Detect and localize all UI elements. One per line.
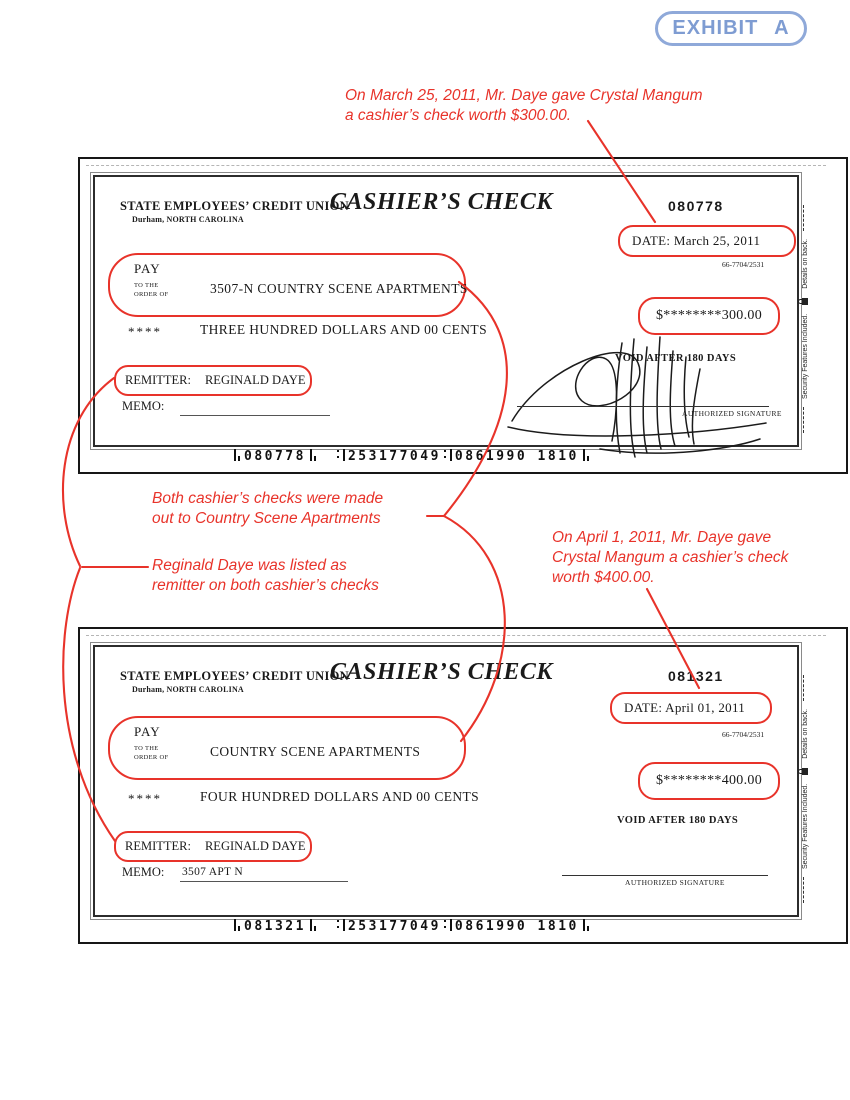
micr-serial: 081321 bbox=[244, 919, 306, 934]
check-number: 080778 bbox=[668, 198, 724, 214]
micr-routing: 253177049 bbox=[347, 919, 441, 934]
memo-rule-line bbox=[180, 881, 348, 882]
memo-rule-line bbox=[180, 415, 330, 416]
micr-transit-icon bbox=[444, 449, 452, 461]
authorized-signature-label: AUTHORIZED SIGNATURE bbox=[625, 878, 725, 887]
amount-stars: **** bbox=[128, 791, 162, 806]
bank-fraction-number: 66-7704/2531 bbox=[722, 260, 765, 269]
micr-onus-icon bbox=[309, 919, 317, 931]
red-circle-amount bbox=[638, 762, 780, 800]
dash-mark bbox=[803, 205, 804, 231]
remitter-name: REGINALD DAYE bbox=[204, 839, 306, 853]
micr-onus-icon bbox=[309, 449, 317, 461]
note-line: Crystal Mangum a cashier’s check bbox=[552, 549, 789, 566]
red-circle-payee bbox=[108, 716, 466, 780]
pay-label: PAY bbox=[134, 724, 161, 739]
red-circle-remitter bbox=[114, 365, 312, 396]
micr-transit-icon bbox=[337, 919, 345, 931]
security-features-vertical-text bbox=[802, 193, 815, 441]
note-line: out to Country Scene Apartments bbox=[152, 510, 381, 527]
note-march-check bbox=[345, 86, 703, 126]
note-payee-both-checks bbox=[152, 489, 383, 529]
order-of-label: ORDER OF bbox=[134, 291, 169, 298]
note-line: Reginald Daye was listed as bbox=[152, 557, 347, 574]
check-scan-march bbox=[78, 157, 848, 474]
note-line: On April 1, 2011, Mr. Daye gave bbox=[552, 529, 772, 546]
scan-artifact-line bbox=[86, 165, 826, 166]
memo-value: 3507 APT N bbox=[182, 866, 243, 878]
amount-in-words: FOUR HUNDRED DOLLARS AND 00 CENTS bbox=[200, 789, 480, 804]
padlock-icon bbox=[802, 298, 808, 305]
details-on-back-text: Details on back. bbox=[802, 708, 809, 759]
note-line: Both cashier’s checks were made bbox=[152, 490, 384, 507]
to-the-label: TO THE bbox=[134, 745, 159, 752]
bank-name: STATE EMPLOYEES’ CREDIT UNION bbox=[120, 199, 349, 213]
security-features-text: Security Features Included. bbox=[802, 313, 809, 399]
dash-mark bbox=[803, 877, 804, 903]
bank-location: Durham, NORTH CAROLINA bbox=[132, 215, 244, 224]
note-remitter-both-checks bbox=[152, 556, 379, 596]
micr-onus-icon bbox=[582, 449, 590, 461]
security-features-text: Security Features Included. bbox=[802, 783, 809, 869]
red-circle-payee bbox=[108, 253, 466, 317]
micr-routing: 253177049 bbox=[347, 449, 441, 464]
note-line: remitter on both cashier’s checks bbox=[152, 577, 379, 594]
void-after-text: VOID AFTER 180 DAYS bbox=[617, 815, 739, 826]
pay-label: PAY bbox=[134, 261, 161, 276]
memo-label: MEMO: bbox=[122, 399, 165, 413]
signature-rule-line bbox=[562, 875, 768, 876]
bank-location: Durham, NORTH CAROLINA bbox=[132, 685, 244, 694]
remitter-name: REGINALD DAYE bbox=[204, 373, 306, 387]
signature-rule-line bbox=[517, 406, 769, 407]
remitter-line bbox=[125, 367, 306, 393]
void-after-text: VOID AFTER 180 DAYS bbox=[615, 353, 737, 364]
order-of-label: ORDER OF bbox=[134, 754, 169, 761]
micr-serial: 080778 bbox=[244, 449, 306, 464]
amount-numeric: $********300.00 bbox=[656, 308, 762, 323]
red-circle-remitter bbox=[114, 831, 312, 862]
note-line: a cashier’s check worth $300.00. bbox=[345, 107, 572, 124]
remitter-label: REMITTER: bbox=[125, 373, 191, 387]
check-scan-april bbox=[78, 627, 848, 944]
exhibit-a-stamp: EXHIBIT A bbox=[655, 11, 807, 46]
date-value: DATE: April 01, 2011 bbox=[624, 700, 746, 715]
amount-in-words: THREE HUNDRED DOLLARS AND 00 CENTS bbox=[200, 322, 487, 337]
micr-line bbox=[230, 919, 593, 934]
note-line: On March 25, 2011, Mr. Daye gave Crystal Mangum bbox=[345, 87, 703, 104]
authorized-signature-label: AUTHORIZED SIGNATURE bbox=[682, 409, 782, 418]
dash-mark bbox=[803, 407, 804, 433]
micr-transit-icon bbox=[444, 919, 452, 931]
amount-numeric: $********400.00 bbox=[656, 773, 762, 788]
payee-name: 3507-N COUNTRY SCENE APARTMENTS bbox=[210, 281, 468, 296]
check-number: 081321 bbox=[668, 668, 724, 684]
security-features-vertical-text bbox=[802, 663, 815, 911]
payee-name: COUNTRY SCENE APARTMENTS bbox=[210, 744, 421, 759]
red-circle-date bbox=[610, 692, 772, 724]
amount-stars: **** bbox=[128, 324, 162, 339]
details-on-back-text: Details on back. bbox=[802, 238, 809, 289]
bank-fraction-number: 66-7704/2531 bbox=[722, 730, 765, 739]
micr-account: 0861990 1810 bbox=[454, 449, 579, 464]
to-the-label: TO THE bbox=[134, 282, 159, 289]
micr-transit-icon bbox=[337, 449, 345, 461]
remitter-line bbox=[125, 833, 306, 859]
date-value: DATE: March 25, 2011 bbox=[632, 233, 761, 248]
micr-line bbox=[230, 449, 593, 464]
micr-onus-icon bbox=[233, 449, 241, 461]
micr-account: 0861990 1810 bbox=[454, 919, 579, 934]
scan-artifact-line bbox=[86, 635, 826, 636]
memo-label: MEMO: bbox=[122, 865, 165, 879]
micr-onus-icon bbox=[582, 919, 590, 931]
remitter-label: REMITTER: bbox=[125, 839, 191, 853]
note-line: worth $400.00. bbox=[552, 569, 655, 586]
red-circle-date bbox=[618, 225, 796, 257]
bank-name: STATE EMPLOYEES’ CREDIT UNION bbox=[120, 669, 349, 683]
micr-onus-icon bbox=[233, 919, 241, 931]
padlock-icon bbox=[802, 768, 808, 775]
dash-mark bbox=[803, 675, 804, 701]
note-april-check bbox=[552, 528, 788, 588]
cashiers-check-title: CASHIER’S CHECK bbox=[330, 659, 553, 685]
signature-scribble bbox=[504, 329, 776, 461]
cashiers-check-title: CASHIER’S CHECK bbox=[330, 189, 553, 215]
